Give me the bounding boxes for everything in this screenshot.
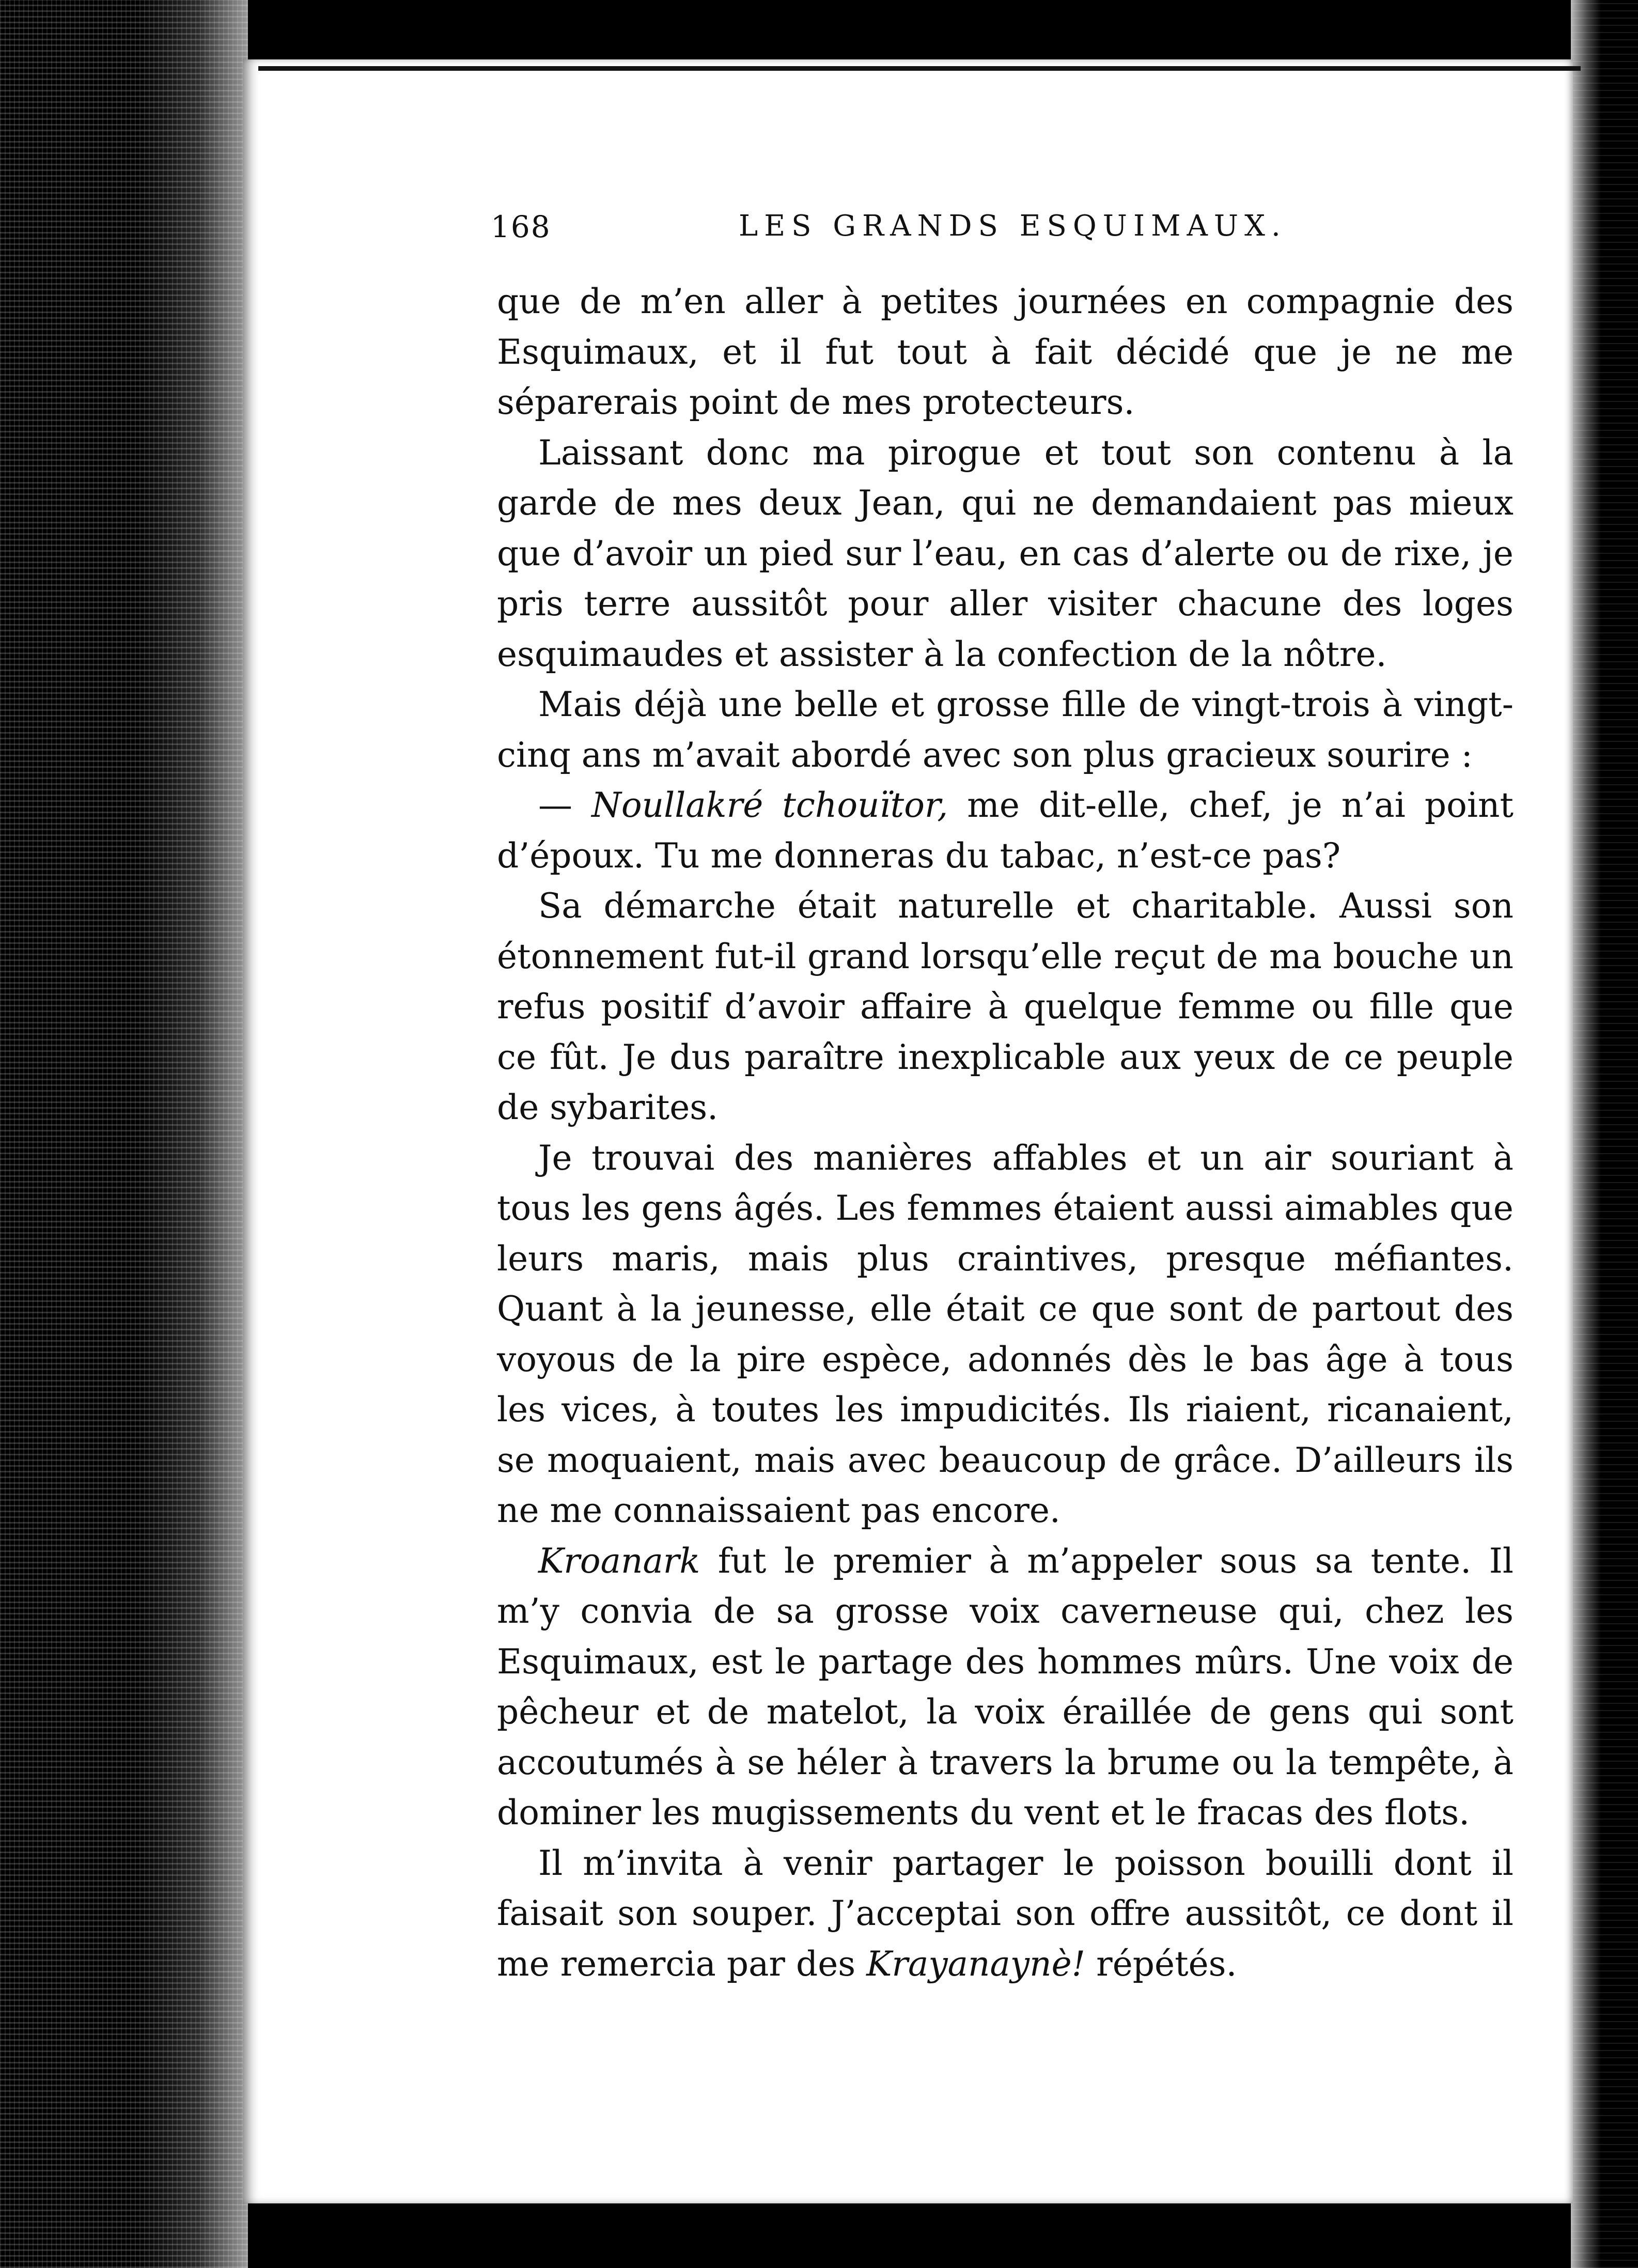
text-segment: que de m’en aller à petites journées en compagnie des Esquimaux, et il fut tout à fait décidé que je ne me séparerais point de mes protecteurs. [497,282,1514,422]
page-number: 168 [491,209,551,244]
text-segment: Il m’invita à venir partager le poisson bouilli dont il faisait son souper. J’acceptai son offre aussitôt, ce dont il me remercia par des [497,1843,1514,1984]
paragraph [497,780,1514,881]
text-segment: répétés. [1085,1944,1237,1984]
text-segment: Je trouvai des manières affables et un air souriant à tous les gens âgés. Les femmes étaient aussi aimables que leurs maris, mais plus craintives, presque méfiantes. Quant à la jeunesse, elle était ce que sont de partout des voyous de la pire espèce, adonnés dès le bas âge à tous les vices, à toutes les impudicités. Ils riaient, ricanaient, se moquaient, mais avec beaucoup de grâce. D’ailleurs ils ne me connaissaient pas encore. [497,1138,1514,1530]
paragraph [497,881,1514,1133]
running-head: LES GRANDS ESQUIMAUX. [739,209,1287,243]
italic-text-segment: Kroanark [538,1541,700,1581]
text-segment: Sa démarche était naturelle et charitable. Aussi son étonnement fut-il grand lorsqu’elle reçut de ma bouche un refus positif d’avoir affaire à quelque femme ou fille que ce fût. Je dus paraître inexplicable aux yeux de ce peuple de sybarites. [497,886,1514,1127]
scan-right-border [1571,0,1638,2268]
page-header [491,209,1498,245]
body-text [497,276,1514,1989]
text-segment: me dit-elle, chef, je n’ai point d’époux. Tu me donneras du tabac, n’est-ce pas? [497,785,1514,876]
text-segment: fut le premier à m’appeler sous sa tente. Il m’y convia de sa grosse voix caverneuse qui, chez les Esquimaux, est le partage des hommes mûrs. Une voix de pêcheur et de matelot, la voix éraillée de gens qui sont accoutumés à se héler à travers la brume ou la tempête, à dominer les mugissements du vent et le fracas des flots. [497,1541,1514,1832]
italic-text-segment: Krayanaynè! [866,1944,1086,1984]
paragraph [497,276,1514,428]
scan-left-border [0,0,248,2268]
paragraph [497,1536,1514,1838]
top-rule [258,66,1581,71]
paragraph [497,679,1514,780]
text-segment: — [538,785,592,825]
paragraph [497,1838,1514,1990]
text-segment: Mais déjà une belle et grosse fille de vingt-trois à vingt-cinq ans m’avait abordé avec son plus gracieux sourire : [497,685,1514,775]
paragraph [497,1133,1514,1536]
text-segment: Laissant donc ma pirogue et tout son contenu à la garde de mes deux Jean, qui ne demandaient pas mieux que d’avoir un pied sur l’eau, en cas d’alerte ou de rixe, je pris terre aussitôt pour aller visiter chacune des loges esquimaudes et assister à la confection de la nôtre. [497,432,1514,674]
paragraph [497,428,1514,680]
italic-text-segment: Noullakré tchouïtor, [591,785,948,825]
